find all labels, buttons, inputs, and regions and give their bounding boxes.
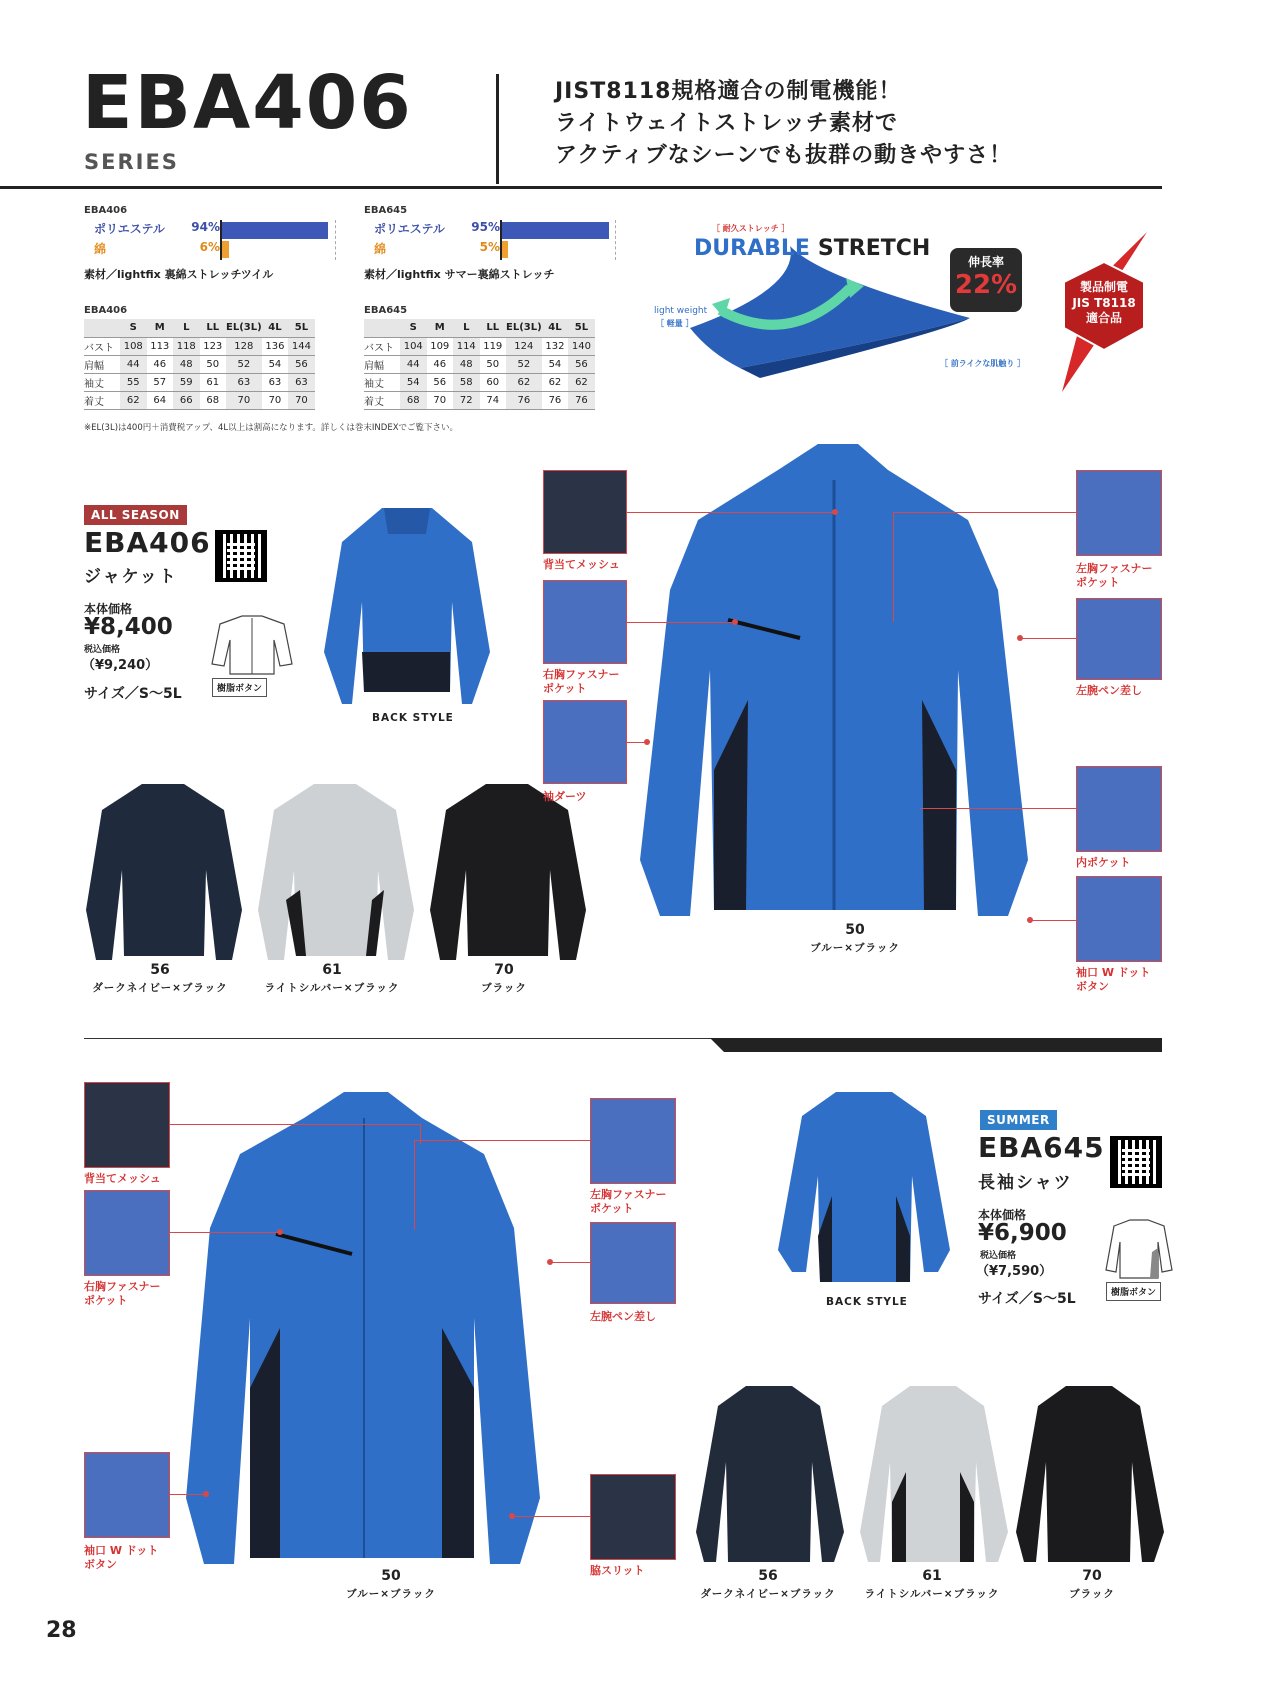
jis-line-1: 製品制電 bbox=[1079, 280, 1128, 294]
size-cell: 76 bbox=[506, 391, 542, 409]
size-cell: 114 bbox=[453, 337, 480, 355]
jis-line-2: JIS T8118 bbox=[1072, 295, 1136, 310]
leader-line bbox=[414, 1140, 415, 1230]
material-block-eba645 bbox=[364, 205, 624, 282]
leader-line bbox=[550, 1262, 590, 1263]
shirt-tax-label: 税込価格 bbox=[980, 1251, 1017, 1261]
size-header-cell: 4L bbox=[542, 319, 569, 337]
size-header-cell: EL(3L) bbox=[506, 319, 542, 337]
jacket-tax-label: 税込価格 bbox=[84, 645, 121, 655]
poly-label: ポリエステル bbox=[94, 222, 165, 236]
size-table-eba406-block bbox=[84, 305, 315, 410]
shirt-detail-slit-label: 脇スリット bbox=[590, 1564, 645, 1577]
material-bar bbox=[220, 220, 336, 260]
size-cell: 48 bbox=[173, 355, 200, 373]
tagline-line-1: JIST8118規格適合の制電機能！ bbox=[555, 79, 902, 104]
shirt-main-color-number: 50 bbox=[381, 1568, 401, 1584]
size-cell: 68 bbox=[400, 391, 427, 409]
leader-line bbox=[627, 622, 735, 623]
jacket-detail-mesh-label: 背当てメッシュ bbox=[543, 558, 620, 571]
leader-line bbox=[920, 808, 1076, 809]
size-cell: 113 bbox=[147, 337, 174, 355]
leader-dot bbox=[277, 1229, 283, 1235]
shirt-qr-code[interactable] bbox=[1110, 1136, 1162, 1188]
size-cell: 70 bbox=[427, 391, 454, 409]
smooth-label: ［ 前ライクな肌触り ］ bbox=[940, 359, 1026, 368]
stretch-word: STRETCH bbox=[817, 236, 931, 261]
size-cell: 62 bbox=[542, 373, 569, 391]
shirt-detail-cuff bbox=[84, 1452, 170, 1538]
size-cell: 着丈 bbox=[364, 391, 400, 409]
size-cell: 61 bbox=[200, 373, 227, 391]
size-cell: 66 bbox=[173, 391, 200, 409]
shirt-back-style-caption: BACK STYLE bbox=[826, 1296, 908, 1308]
shirt-detail-left-pocket-label-1: 左胸ファスナー bbox=[590, 1188, 667, 1201]
jacket-detail-right-pocket-label-1: 右胸ファスナー bbox=[543, 668, 620, 681]
fabric-text: 素材／lightfix サマー裏綿ストレッチ bbox=[364, 268, 555, 281]
shirt-detail-right-pocket bbox=[84, 1190, 170, 1276]
size-table bbox=[364, 319, 595, 410]
jacket-name: ジャケット bbox=[84, 567, 178, 587]
poly-pct: 95% bbox=[471, 220, 500, 234]
size-cell: 48 bbox=[453, 355, 480, 373]
shirt-code: EBA645 bbox=[978, 1131, 1105, 1164]
shirt-detail-left-pocket bbox=[590, 1098, 676, 1184]
page-number: 28 bbox=[46, 1618, 77, 1643]
size-cell: 70 bbox=[226, 391, 262, 409]
leader-line bbox=[170, 1124, 420, 1125]
size-cell: 62 bbox=[120, 391, 147, 409]
leader-line bbox=[420, 1124, 421, 1144]
size-cell: 68 bbox=[200, 391, 227, 409]
size-cell: 54 bbox=[262, 355, 289, 373]
size-cell: 70 bbox=[288, 391, 315, 409]
size-header-cell: S bbox=[120, 319, 147, 337]
size-cell: 52 bbox=[506, 355, 542, 373]
jacket-color-61-number: 61 bbox=[322, 962, 342, 978]
size-cell: 55 bbox=[120, 373, 147, 391]
light-weight-label: light weight bbox=[654, 306, 708, 316]
stretch-small-label: ［ 耐久ストレッチ ］ bbox=[712, 224, 790, 233]
size-cell: 62 bbox=[506, 373, 542, 391]
material-code: EBA406 bbox=[84, 205, 128, 216]
jacket-detail-pen bbox=[1076, 598, 1162, 680]
jacket-back-image bbox=[322, 502, 492, 712]
size-cell: 着丈 bbox=[84, 391, 120, 409]
size-cell: 123 bbox=[200, 337, 227, 355]
shirt-main-color-name: ブルー×ブラック bbox=[346, 1588, 436, 1600]
size-table-header-row bbox=[84, 319, 315, 337]
series-label: SERIES bbox=[84, 150, 179, 174]
size-header-cell bbox=[84, 319, 120, 337]
size-table-row bbox=[84, 391, 315, 409]
poly-pct: 94% bbox=[191, 220, 220, 234]
series-title: EBA406 bbox=[82, 60, 413, 146]
size-cell: 124 bbox=[506, 337, 542, 355]
size-cell: 46 bbox=[147, 355, 174, 373]
size-table-row bbox=[84, 355, 315, 373]
size-header-cell: 5L bbox=[568, 319, 595, 337]
size-footnote: ※EL(3L)は400円＋消費税アップ、4L以上は割高になります。詳しくは巻末INDEXでご覧下さい。 bbox=[84, 423, 459, 433]
size-table-code: EBA406 bbox=[84, 305, 128, 316]
jacket-color-70[interactable] bbox=[428, 780, 598, 962]
size-table-row bbox=[364, 337, 595, 355]
material-bar bbox=[500, 220, 616, 260]
size-cell: 118 bbox=[173, 337, 200, 355]
jacket-detail-pen-label: 左腕ペン差し bbox=[1076, 684, 1142, 697]
size-cell: 44 bbox=[120, 355, 147, 373]
shirt-color-70-name: ブラック bbox=[1069, 1588, 1115, 1600]
jacket-main-color-number: 50 bbox=[845, 922, 865, 938]
size-cell: 44 bbox=[400, 355, 427, 373]
shirt-line-drawing bbox=[1104, 1218, 1174, 1280]
jacket-price: ¥8,400 bbox=[84, 614, 173, 640]
jacket-detail-cuff bbox=[1076, 876, 1162, 962]
jis-badge bbox=[1042, 232, 1166, 392]
size-cell: 肩幅 bbox=[364, 355, 400, 373]
size-cell: 104 bbox=[400, 337, 427, 355]
size-cell: バスト bbox=[364, 337, 400, 355]
shirt-detail-mesh bbox=[84, 1082, 170, 1168]
size-cell: 76 bbox=[542, 391, 569, 409]
shirt-detail-cuff-label-2: ボタン bbox=[84, 1557, 117, 1571]
leader-line bbox=[1020, 638, 1076, 639]
leader-line bbox=[627, 512, 835, 513]
jacket-detail-left-pocket bbox=[1076, 470, 1162, 556]
material-block-eba406 bbox=[84, 205, 344, 282]
jacket-color-70-number: 70 bbox=[494, 962, 514, 978]
header-divider bbox=[496, 74, 499, 184]
leader-dot bbox=[547, 1259, 553, 1265]
size-cell: 62 bbox=[568, 373, 595, 391]
jacket-color-56-number: 56 bbox=[150, 962, 170, 978]
all-season-badge: ALL SEASON bbox=[84, 505, 187, 525]
shirt-detail-left-pocket-label-2: ポケット bbox=[590, 1201, 634, 1215]
jacket-detail-left-pocket-label-2: ポケット bbox=[1076, 575, 1120, 589]
tagline-line-3: アクティブなシーンでも抜群の動きやすさ！ bbox=[555, 143, 1013, 168]
size-cell: 74 bbox=[480, 391, 507, 409]
size-cell: 109 bbox=[427, 337, 454, 355]
tagline-line-2: ライトウェイトストレッチ素材で bbox=[555, 111, 899, 136]
shirt-price-label: 本体価格 bbox=[978, 1208, 1027, 1222]
size-header-cell: LL bbox=[200, 319, 227, 337]
leader-line bbox=[170, 1232, 280, 1233]
shirt-detail-right-pocket-label-1: 右胸ファスナー bbox=[84, 1280, 161, 1293]
leader-dot bbox=[1027, 917, 1033, 923]
size-cell: 60 bbox=[480, 373, 507, 391]
leader-dot bbox=[509, 1513, 515, 1519]
size-header-cell: LL bbox=[480, 319, 507, 337]
cotton-pct: 6% bbox=[199, 240, 220, 254]
stretch-rate-label: 伸長率 bbox=[967, 255, 1004, 269]
size-cell: 144 bbox=[288, 337, 315, 355]
size-cell: 59 bbox=[173, 373, 200, 391]
shirt-color-56-number: 56 bbox=[758, 1568, 778, 1584]
jacket-detail-right-pocket bbox=[543, 580, 627, 664]
jacket-detail-cuff-label-1: 袖口 W ドット bbox=[1076, 966, 1151, 979]
jacket-color-70-name: ブラック bbox=[481, 982, 527, 994]
jacket-detail-inner-label: 内ポケット bbox=[1076, 856, 1131, 869]
shirt-detail-cuff-label-1: 袖口 W ドット bbox=[84, 1544, 159, 1557]
size-cell: 50 bbox=[480, 355, 507, 373]
poly-bar bbox=[222, 222, 328, 239]
size-header-cell: L bbox=[173, 319, 200, 337]
jacket-sizes: サイズ／S～5L bbox=[84, 686, 182, 702]
jacket-code: EBA406 bbox=[84, 526, 211, 559]
jacket-detail-cuff-label-2: ボタン bbox=[1076, 979, 1109, 993]
cotton-label: 綿 bbox=[94, 242, 107, 256]
jacket-detail-mesh bbox=[543, 470, 627, 554]
size-table-row bbox=[364, 373, 595, 391]
shirt-back-image bbox=[776, 1086, 952, 1286]
jacket-line-drawing bbox=[210, 614, 294, 676]
jacket-color-56[interactable] bbox=[84, 780, 254, 962]
leader-dot bbox=[203, 1491, 209, 1497]
durable-word: DURABLE bbox=[694, 236, 810, 261]
material-code: EBA645 bbox=[364, 205, 408, 216]
durable-stretch-logo bbox=[694, 236, 930, 261]
jacket-detail-darts-label: 袖ダーツ bbox=[543, 790, 587, 803]
durable-stretch-graphic bbox=[650, 218, 1030, 408]
size-cell: 54 bbox=[542, 355, 569, 373]
shirt-tax-price: （¥7,590） bbox=[976, 1264, 1053, 1279]
size-header-cell: 5L bbox=[288, 319, 315, 337]
size-cell: 54 bbox=[400, 373, 427, 391]
jacket-resin-button-tag: 樹脂ボタン bbox=[212, 678, 267, 697]
cotton-bar bbox=[502, 241, 508, 258]
shirt-color-61-name: ライトシルバー×ブラック bbox=[864, 1588, 1000, 1600]
jacket-detail-inner-pocket bbox=[1076, 766, 1162, 852]
size-cell: 56 bbox=[427, 373, 454, 391]
stretch-rate-badge bbox=[950, 248, 1022, 312]
jacket-tax-price: （¥9,240） bbox=[82, 658, 159, 673]
size-cell: 70 bbox=[262, 391, 289, 409]
size-header-cell bbox=[364, 319, 400, 337]
section-divider-band bbox=[710, 1038, 1162, 1052]
shirt-color-56-name: ダークネイビー×ブラック bbox=[700, 1588, 836, 1600]
size-header-cell: M bbox=[147, 319, 174, 337]
size-cell: 肩幅 bbox=[84, 355, 120, 373]
leader-dot bbox=[832, 509, 838, 515]
size-cell: バスト bbox=[84, 337, 120, 355]
shirt-name: 長袖シャツ bbox=[978, 1173, 1073, 1193]
shirt-detail-mesh-label: 背当てメッシュ bbox=[84, 1172, 161, 1185]
leader-dot bbox=[644, 739, 650, 745]
jacket-color-61[interactable] bbox=[256, 780, 426, 962]
header-rule bbox=[0, 186, 1162, 189]
shirt-color-70-number: 70 bbox=[1082, 1568, 1102, 1584]
size-cell: 128 bbox=[226, 337, 262, 355]
shirt-color-70[interactable] bbox=[1014, 1382, 1166, 1566]
shirt-detail-right-pocket-label-2: ポケット bbox=[84, 1293, 128, 1307]
jacket-main-color-name: ブルー×ブラック bbox=[810, 942, 900, 954]
size-cell: 46 bbox=[427, 355, 454, 373]
shirt-sizes: サイズ／S～5L bbox=[978, 1291, 1076, 1307]
size-cell: 76 bbox=[568, 391, 595, 409]
leader-line bbox=[414, 1140, 590, 1141]
leader-dot bbox=[732, 619, 738, 625]
size-cell: 52 bbox=[226, 355, 262, 373]
cotton-pct: 5% bbox=[479, 240, 500, 254]
size-cell: 56 bbox=[288, 355, 315, 373]
size-cell: 132 bbox=[542, 337, 569, 355]
shirt-color-61[interactable] bbox=[858, 1382, 1010, 1566]
leader-line bbox=[893, 512, 894, 622]
shirt-color-56[interactable] bbox=[694, 1382, 846, 1566]
size-header-cell: S bbox=[400, 319, 427, 337]
fabric-text: 素材／lightfix 裏綿ストレッチツイル bbox=[84, 268, 274, 281]
jacket-color-56-name: ダークネイビー×ブラック bbox=[92, 982, 228, 994]
size-cell: 63 bbox=[262, 373, 289, 391]
shirt-main-image bbox=[184, 1088, 540, 1566]
shirt-detail-pen bbox=[590, 1222, 676, 1304]
size-cell: 63 bbox=[288, 373, 315, 391]
size-header-cell: M bbox=[427, 319, 454, 337]
size-table-row bbox=[84, 337, 315, 355]
leader-dot bbox=[1017, 635, 1023, 641]
size-header-cell: 4L bbox=[262, 319, 289, 337]
size-table bbox=[84, 319, 315, 410]
shirt-color-61-number: 61 bbox=[922, 1568, 942, 1584]
jacket-detail-darts bbox=[543, 700, 627, 784]
light-weight-jp: ［ 軽量 ］ bbox=[656, 319, 694, 328]
jis-line-3: 適合品 bbox=[1085, 311, 1122, 326]
size-cell: 58 bbox=[453, 373, 480, 391]
size-table-row bbox=[364, 391, 595, 409]
size-cell: 袖丈 bbox=[364, 373, 400, 391]
shirt-detail-pen-label: 左腕ペン差し bbox=[590, 1310, 656, 1323]
size-table-header-row bbox=[364, 319, 595, 337]
size-cell: 50 bbox=[200, 355, 227, 373]
jacket-price-label: 本体価格 bbox=[84, 602, 133, 616]
leader-line bbox=[170, 1494, 206, 1495]
jacket-detail-right-pocket-label-2: ポケット bbox=[543, 681, 587, 695]
size-cell: 56 bbox=[568, 355, 595, 373]
shirt-resin-button-tag: 樹脂ボタン bbox=[1106, 1282, 1161, 1301]
size-cell: 108 bbox=[120, 337, 147, 355]
leader-line bbox=[1030, 920, 1076, 921]
size-table-eba645-block bbox=[364, 305, 595, 410]
size-table-row bbox=[364, 355, 595, 373]
size-cell: 57 bbox=[147, 373, 174, 391]
summer-badge: SUMMER bbox=[980, 1110, 1057, 1130]
shirt-detail-slit bbox=[590, 1474, 676, 1560]
jacket-qr-code[interactable] bbox=[215, 530, 267, 582]
leader-line bbox=[512, 1516, 590, 1517]
size-cell: 64 bbox=[147, 391, 174, 409]
size-header-cell: EL(3L) bbox=[226, 319, 262, 337]
poly-label: ポリエステル bbox=[374, 222, 445, 236]
jacket-back-style-caption: BACK STYLE bbox=[372, 712, 454, 724]
size-header-cell: L bbox=[453, 319, 480, 337]
size-table-code: EBA645 bbox=[364, 305, 408, 316]
jacket-detail-left-pocket-label-1: 左胸ファスナー bbox=[1076, 562, 1153, 575]
size-cell: 63 bbox=[226, 373, 262, 391]
size-cell: 袖丈 bbox=[84, 373, 120, 391]
poly-bar bbox=[502, 222, 609, 239]
size-cell: 119 bbox=[480, 337, 507, 355]
cotton-label: 綿 bbox=[374, 242, 387, 256]
size-table-row bbox=[84, 373, 315, 391]
cotton-bar bbox=[222, 241, 229, 258]
leader-line bbox=[893, 512, 1076, 513]
size-cell: 72 bbox=[453, 391, 480, 409]
stretch-rate-value: 22% bbox=[954, 270, 1018, 300]
shirt-price: ¥6,900 bbox=[978, 1220, 1067, 1246]
size-cell: 140 bbox=[568, 337, 595, 355]
jacket-color-61-name: ライトシルバー×ブラック bbox=[264, 982, 400, 994]
size-cell: 136 bbox=[262, 337, 289, 355]
